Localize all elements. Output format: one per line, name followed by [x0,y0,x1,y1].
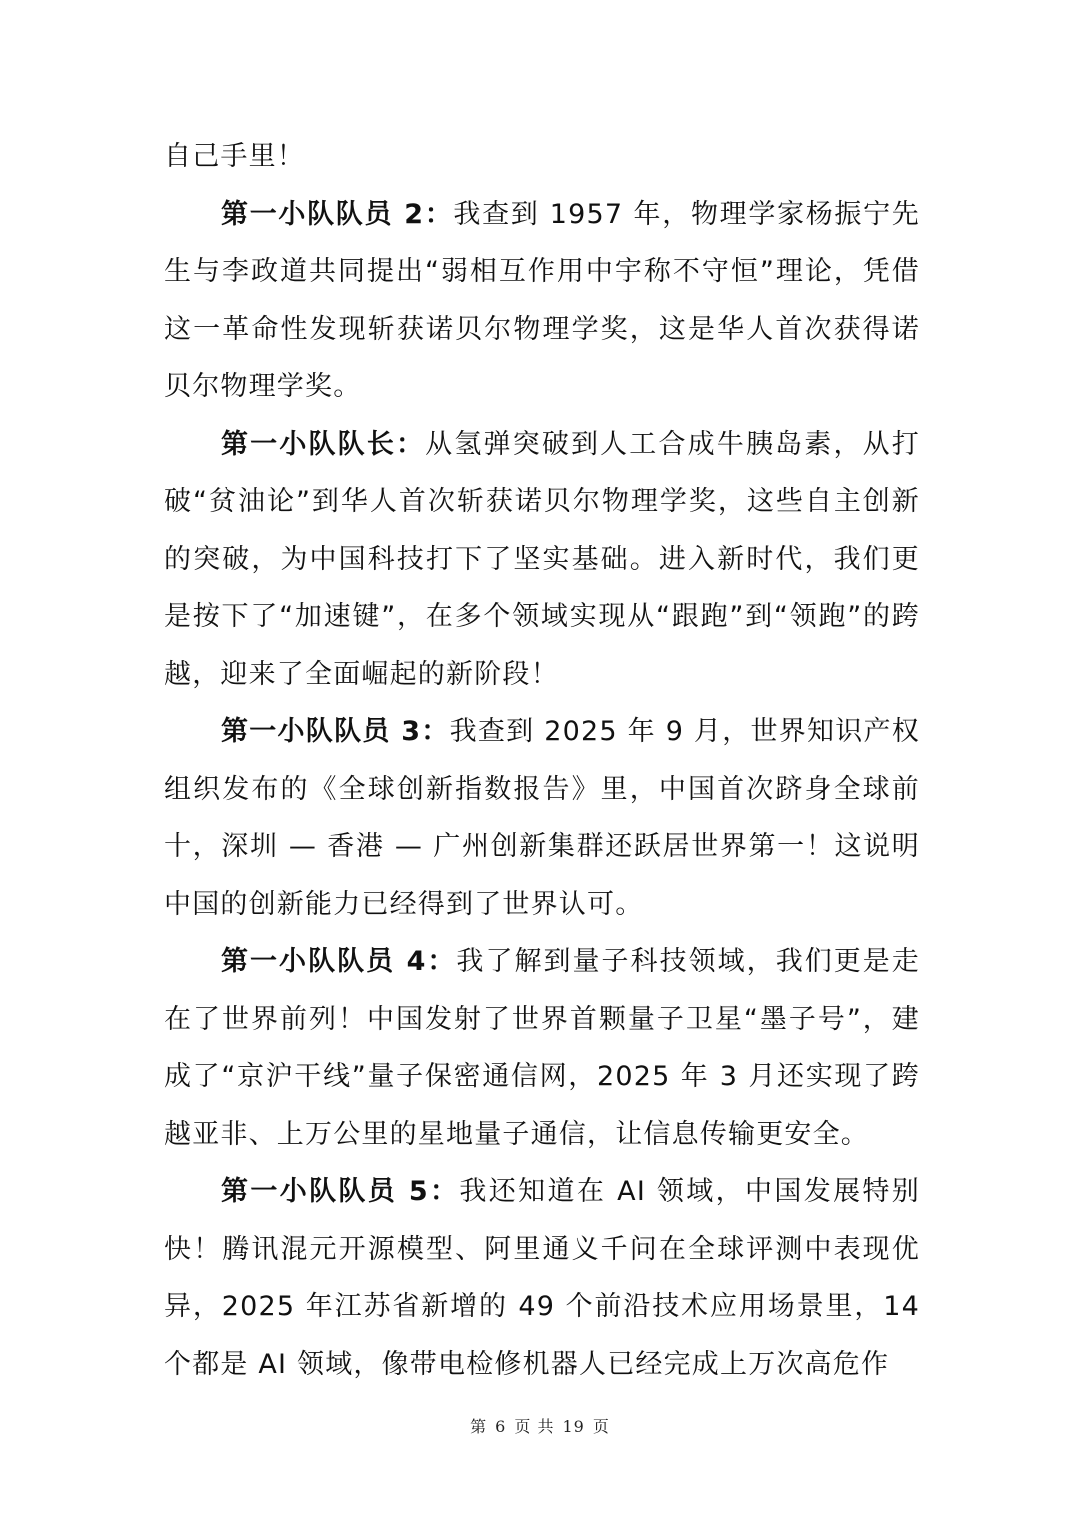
paragraph-text: 我查到 1957 年，物理学家杨振宁先生与李政道共同提出“弱相互作用中宇称不守恒”理论，凭借这一革命性发现斩获诺贝尔物理学奖，这是华人首次获得诺贝尔物理学奖。 [164,198,920,402]
paragraph-text: 从氢弹突破到人工合成牛胰岛素，从打破“贫油论”到华人首次斩获诺贝尔物理学奖，这些自主创新的突破，为中国科技打下了坚实基础。进入新时代，我们更是按下了“加速键”，在多个领域实现从“跟跑”到“领跑”的跨越，迎来了全面崛起的新阶段！ [164,428,920,690]
paragraph-member-2 [164,186,920,416]
footer-suffix: 页 [592,1417,610,1436]
footer-prefix: 第 [470,1417,488,1436]
paragraph-continuation [164,128,920,186]
speaker-label: 第一小队队员 2： [221,198,454,230]
paragraph-leader [164,416,920,704]
current-page-number: 6 [495,1417,507,1436]
speaker-label: 第一小队队员 3： [221,716,450,747]
speaker-label: 第一小队队长： [221,428,426,460]
total-page-count: 19 [562,1417,585,1436]
paragraph-member-5 [164,1163,920,1393]
paragraph-member-3 [164,703,920,933]
paragraph-text: 我查到 2025 年 9 月，世界知识产权组织发布的《全球创新指数报告》里，中国首次跻身全球前十，深圳 — 香港 — 广州创新集群还跃居世界第一！这说明中国的创新能力已经得到了世界认可。 [164,716,920,920]
paragraph-text: 我还知道在 AI 领域，中国发展特别快！腾讯混元开源模型、阿里通义千问在全球评测中表现优异，2025 年江苏省新增的 49 个前沿技术应用场景里，14 个都是 AI 领域，像带电检修机器人已经完成上万次高危作 [164,1176,920,1380]
paragraph-member-4 [164,933,920,1163]
paragraph-text: 自己手里！ [164,141,305,172]
footer-mid: 页 共 [514,1417,555,1436]
paragraph-text: 我了解到量子科技领域，我们更是走在了世界前列！中国发射了世界首颗量子卫星“墨子号”，建成了“京沪干线”量子保密通信网，2025 年 3 月还实现了跨越亚非、上万公里的星地量子通信，让信息传输更安全。 [164,946,920,1150]
page-number-footer [0,1414,1080,1437]
speaker-label: 第一小队队员 5： [221,1176,460,1207]
document-body [164,128,920,1393]
speaker-label: 第一小队队员 4： [221,946,457,977]
